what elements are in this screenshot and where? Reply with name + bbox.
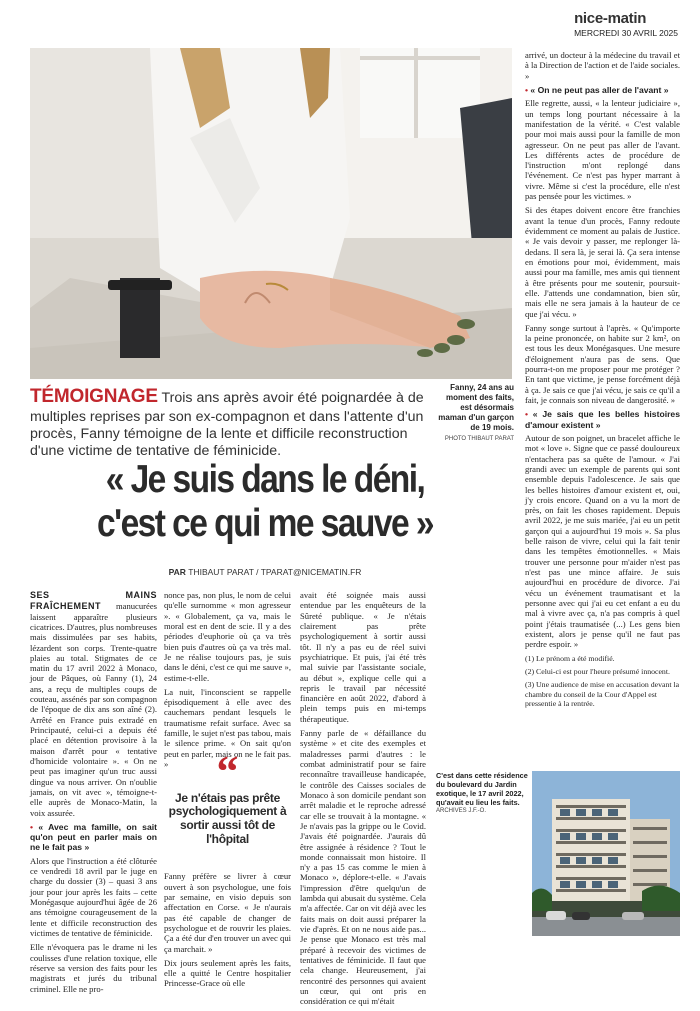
- col4-paragraph-2: Elle regrette, aussi, « la lenteur judiciaire », un temps long pourtant nécessaire à la manifestation de la vérité. « C'est valable pour moi mais aussi pour la famille de mon agresseur. On ne peut pas aller de l'avant. Les différents actes de procédure de l'instruction m'ont replongé dans l'événement. Ce n'est pas hyper marrant à vivre. Même si c'est la procédure, elle n'est pas pensée pour les victimes. »: [525, 98, 680, 202]
- col4-subheading-2-text: « Je sais que les belles histoires d'amour existent »: [525, 409, 680, 430]
- building-photo-caption: [436, 771, 528, 816]
- body-column-1: [30, 590, 157, 998]
- col2-paragraph-4: Dix jours seulement après les faits, elle a quitté le Centre hospitalier Princesse-Grace où elle: [164, 957, 291, 989]
- body-column-4: [525, 50, 680, 712]
- byline-prefix: PAR: [168, 567, 189, 577]
- masthead-brand: nice-matin: [574, 10, 647, 27]
- footnote-1: (1) Le prénom a été modifié.: [525, 653, 615, 663]
- col1-subheading: • « Avec ma famille, on sait qu'on peut en parler mais on ne le fait pas »: [30, 821, 157, 853]
- quote-mark-icon: “: [216, 747, 239, 796]
- masthead-date: MERCREDI 30 AVRIL 2025: [574, 28, 678, 38]
- col3-paragraph-2: Fanny parle de « défaillance du système » et cite des exemples et maladresses parmi d'autres : le combat administratif pour se faire reconnaître travailleuse handicapée, le contrôle des Caisses sociales de Monaco à son domicile pendant son arrêt maladie et le reproche adressé car elle se trouvait à la montagne. « Je n'avais pas la grippe ou le Covid. J'avais été poignardée. J'aurais dû être assignée à résidence ? Tout le monde connaissait mon histoire. Il n'y a pas 15 cas comme le mien à Monaco », déplore-t-elle. « J'avais l'impression d'être quelqu'un de lambda qui abusait du système. Cela m'a affectée. Car on vit déjà avec les faits mais on doit aussi préparer la vie d'après. Et on ne nous aide pas... Je pense que Monaco est très mal préparé à recevoir des victimes de tentatives de féminicide. Il faut que cela change. Heureusement, j'ai rencontré des personnes qui avaient un cœur, qui ont pris en considération ce qui m'était: [300, 728, 426, 1007]
- article-kicker: [30, 386, 435, 460]
- main-photo-hands: [30, 48, 512, 379]
- main-photo-caption-text: Fanny, 24 ans au moment des faits, est désormais maman d'un garçon de 19 mois.: [438, 383, 514, 432]
- kicker-tag: TÉMOIGNAGE: [30, 386, 158, 407]
- footnote-2: (2) Celui-ci est pour l'heure présumé innocent.: [525, 666, 670, 676]
- col3-paragraph-1: avait été soignée mais aussi entendue par les enquêteurs de la Sûreté publique. « Je n'étais clairement pas prête psychologiquement à sortir aussi tôt. Il n'y a pas eu de réel suivi psychiatrique. Et puis, j'ai été très mal suivie par l'assistante sociale, au début », explique celle qui a repris le travail par nécessité financière en août 2022, d'abord à plein temps puis en mi-temps thérapeutique.: [300, 590, 426, 724]
- pull-quote: [164, 747, 291, 847]
- col4-subheading-1: • « On ne peut pas aller de l'avant »: [525, 84, 669, 95]
- col1-paragraph-1: manucurées laissent apparaître plusieurs cicatrices. D'autres, plus nombreuses mais dissimulées par ses habits, lézardent son corps. Trente-quatre plaies au total. Stigmates de ce matin du 17 avril 2022 à Monaco, jour de Pâques, où Fanny (1), 24 ans, a reçu de multiples coups de couteau, assénés par son compagnon de l'époque de dix ans son aîné (2). Arrêté en France puis extradé en Principauté, celui-ci a depuis été placé en détention provisoire à la maison d'arrêt pour « tentative d'homicide volontaire ». « On ne peut pas imaginer qu'un truc aussi dingue va nous arriver. On n'oublie jamais, on vit avec », témoigne-t-elle auprès de Monaco-Matin, la voix assurée.: [30, 600, 157, 818]
- col4-paragraph-5: Autour de son poignet, un bracelet affiche le mot « love ». Signe que ce passé douloureux n'entachera pas sa quête de l'amour. « J'ai grandi avec un exemple de parents qui sont ensemble depuis l'adolescence. Je sais que les belles histoires d'amour existent et, oui, j'y crois encore. Quand on a vu la mort de près, on fait les choses rapidement. Depuis avril 2022, je me suis mariée, j'ai eu un petit garçon qui a aujourd'hui 19 mois ». Sa plus belle raison de vivre, celui qui la fait tenir dans les tempêtes émotionnelles. « Mais trouver une personne pour m'aider n'est pas n'est pas une mince affaire. Je suis aujourd'hui en procédure de divorce. J'ai vécu un événement traumatisant et la personne avec qui j'ai eu cet enfant a eu du mal à vivre avec ça, n'a pas compris à quel point j'étais traumatisée (...) Les gens bien existent, alors je pense qu'il ne faut pas perdre espoir. »: [525, 432, 680, 650]
- col4-paragraph-4: Fanny songe surtout à l'après. « Qu'importe la peine prononcée, on habite sur 2 km², on est tous les deux Monégasques. Une mesure d'éloignement n'aura pas de sens. Que pourra-t-on me proposer pour me protéger ? En tant que victime, je pense forcément déjà à ça. Je sais ce que j'ai vécu, je sais ce qu'il a fait, je connais son niveau de dangerosité. »: [525, 322, 680, 405]
- col2-paragraph-2: La nuit, l'inconscient se rappelle épisodiquement à elle avec des cauchemars pendant lesquels le traumatisme refait surface. Avec sa famille, le sujet n'est pas tabou, mais le silence prime. « On sait qu'on peut en parler, mais on ne le fait pas. »: [164, 686, 291, 769]
- pull-quote-text: Je n'étais pas prête psychologiquement à sortir aussi tôt de l'hôpital: [168, 790, 287, 846]
- col1-paragraph-2: Alors que l'instruction a été clôturée ce vendredi 18 avril par le juge en charge du dossier (3) – quasi 3 ans jour pour jour après les faits – cette Monégasque aujourd'hui âgée de 26 ans témoigne courageusement de la lente et difficile reconstruction des victimes de tentative de féminicide.: [30, 855, 157, 938]
- footnote-3: (3) Une audience de mise en accusation devant la chambre du conseil de la Cour d'Appel est pressentie à la rentrée.: [525, 680, 680, 708]
- col1-subheading-text: « Avec ma famille, on sait qu'on peut en parler mais on ne le fait pas »: [30, 821, 157, 853]
- byline: [30, 567, 500, 577]
- col2-paragraph-1: nonce pas, non plus, le nom de celui qu'elle surnomme « mon agresseur ». « Globalement, ça va, mais le moral est en dent de scie. Il y a des périodes d'euphorie où ça va très bien puis d'autres où ça va très mal. Je ne réalise toujours pas, je suis dans le déni, c'est ce qui me sauve », estime-t-elle.: [164, 590, 291, 683]
- lead-in: SES MAINS FRAÎCHEMENT: [30, 590, 157, 611]
- main-photo-caption: [438, 383, 514, 444]
- byline-email: TPARAT@NICEMATIN.FR: [260, 567, 362, 577]
- col4-subheading-2: • « Je sais que les belles histoires d'amour existent »: [525, 409, 680, 430]
- building-caption-text: C'est dans cette résidence du boulevard du Jardin exotique, le 17 avril 2022, qu'avait eu lieu les faits.: [436, 771, 528, 808]
- col4-paragraph-3: Si des étapes doivent encore être franchies avant la tenue d'un procès, Fanny redoute évidemment ce moment au palais de Justice. « Je vais devoir y passer, me replonger là-dedans. Il sera là, je serai là. Ça sera intense en émotions pour moi, évidemment, mais aussi pour ma famille, mes amis qui tiennent à être présents pour me soutenir, poursuit-elle. J'attends une condamnation, bien sûr, mais elle ne sera jamais à la hauteur de ce que j'ai vécu. »: [525, 205, 680, 319]
- headline-line-2: c'est ce qui me sauve »: [97, 502, 433, 546]
- building-caption-credit: ARCHIVES J.F.-O.: [436, 808, 487, 815]
- col4-subheading-1-text: « On ne peut pas aller de l'avant »: [530, 84, 669, 95]
- main-photo-credit: PHOTO THIBAUT PARAT: [444, 436, 514, 442]
- body-column-3: [300, 590, 426, 1011]
- byline-author: THIBAUT PARAT: [188, 567, 254, 577]
- building-photo: [532, 771, 680, 936]
- col1-paragraph-3: Elle n'évoquera pas le drame ni les coulisses d'une relation toxique, elle réserve sa version des faits pour les magistrats et jurés du tribunal criminel. Elle ne pro-: [30, 942, 157, 994]
- col4-paragraph-1: arrivé, un docteur à la médecine du travail et à la Direction de l'action et de l'aide sociales. »: [525, 50, 680, 81]
- headline-line-1: « Je suis dans le déni,: [105, 458, 425, 501]
- byline-separator: /: [253, 567, 261, 577]
- kicker-text: Trois ans après avoir été poignardée à de multiples reprises par son ex-compagnon et dans l'attente d'un procès, Fanny témoigne de la lente et difficile reconstruction d'une victime de tentative de féminicide.: [30, 390, 424, 459]
- col2-paragraph-3: Fanny préfère se livrer à cœur ouvert à son psychologue, une fois par semaine, en visio depuis son affectation en Corse. « Je n'aurais pas été capable de changer de psychologue et de rouvrir les plaies. Ça a été dur d'en trouver un avec qui ça marchait. »: [164, 871, 291, 954]
- masthead: [574, 10, 678, 38]
- article-headline: [63, 458, 467, 546]
